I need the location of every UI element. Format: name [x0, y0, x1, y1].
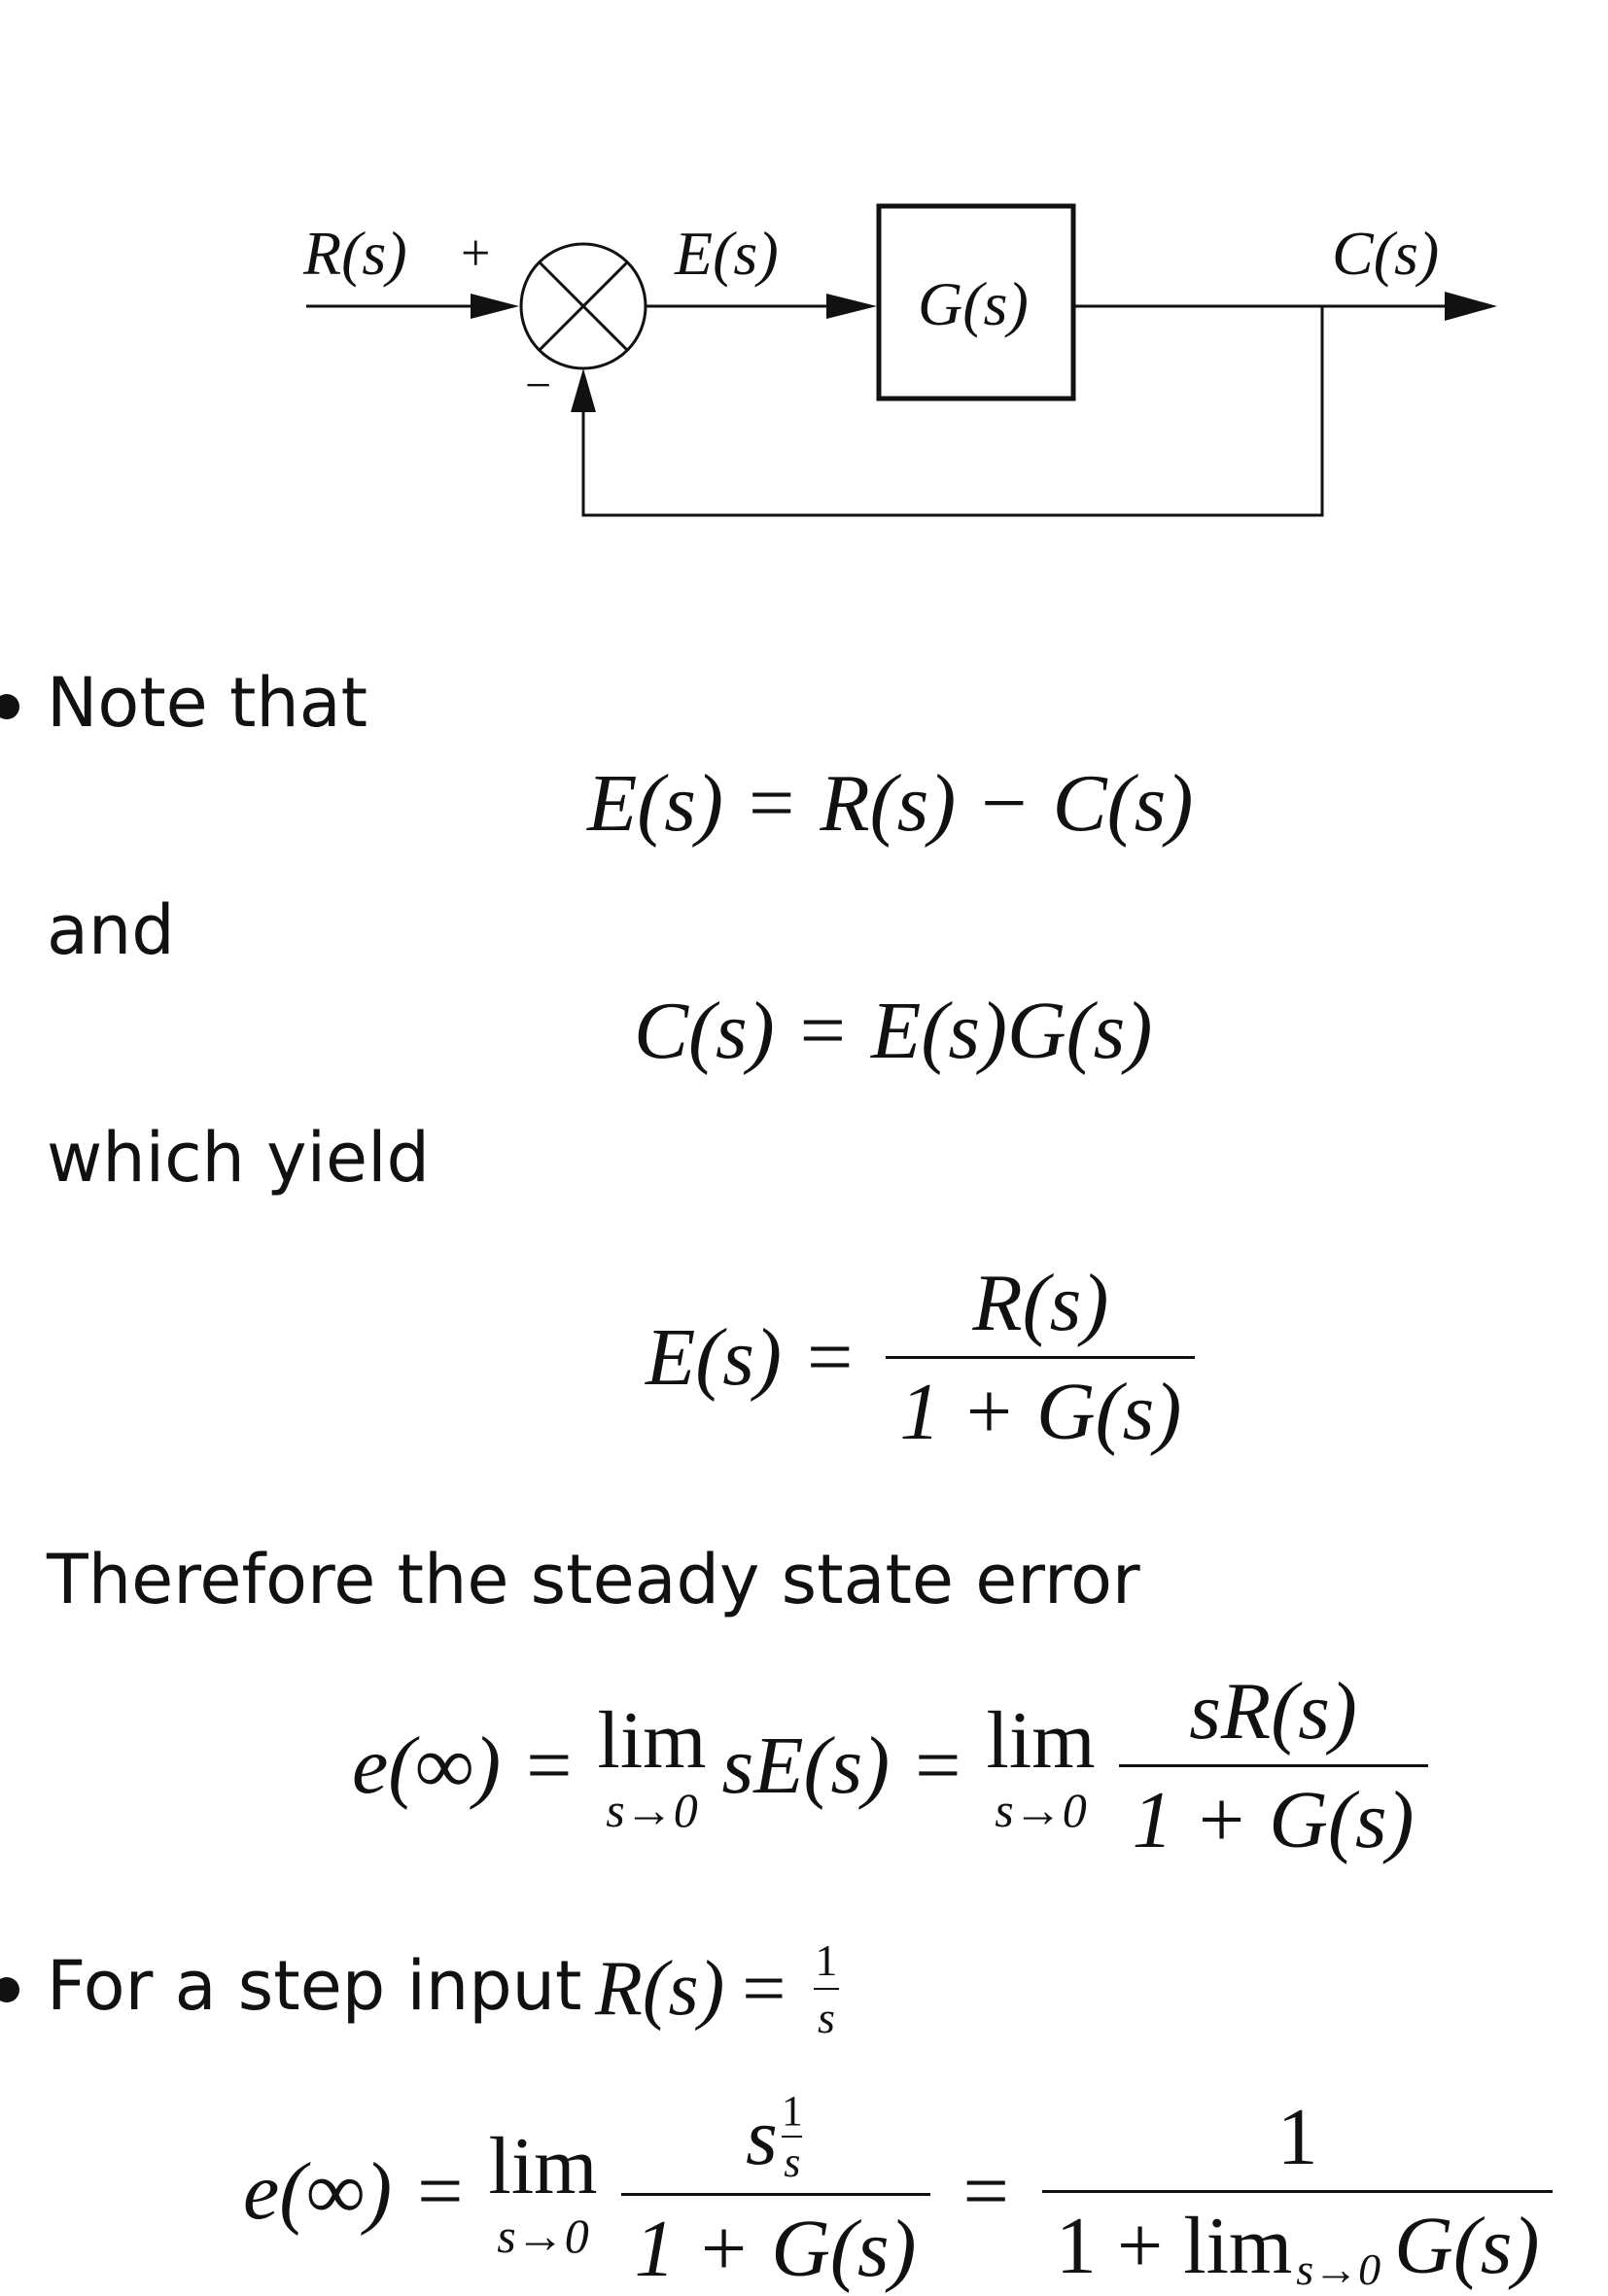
error-label: E(s) — [675, 219, 779, 288]
eq5-lim: lim — [488, 2120, 598, 2211]
eq5-num-inner-den: s — [782, 2136, 802, 2187]
eq4-denominator: 1 + G(s) — [1119, 1764, 1428, 1867]
eq3-equals: = — [806, 1312, 854, 1403]
eq2-equals: = — [799, 986, 847, 1076]
eq5-equals-1: = — [417, 2145, 464, 2237]
eq4-equals-1: = — [526, 1721, 573, 1811]
output-arrow — [1445, 292, 1497, 321]
eq4-limit-2 — [987, 1693, 1096, 1838]
eq5-den2-sub: s→0 — [1296, 2244, 1381, 2294]
eq2-lhs: C(s) — [634, 986, 775, 1076]
eq5-equals-2: = — [962, 2145, 1009, 2237]
eq3-lhs: E(s) — [646, 1312, 782, 1403]
input-arrow — [471, 294, 519, 319]
eq5-lhs: e(∞) — [243, 2145, 393, 2237]
bullet-2 — [0, 1977, 19, 2002]
eq4-mid: sE(s) — [721, 1721, 891, 1811]
eq1-minus: − — [981, 758, 1028, 849]
eq4-numerator: sR(s) — [1189, 1666, 1357, 1757]
eq3-fraction — [886, 1256, 1195, 1459]
step-fraction — [811, 1934, 841, 2043]
step-equals: = — [742, 1945, 787, 2032]
text-and: and — [47, 890, 175, 970]
block-label: G(s) — [918, 269, 1029, 338]
eq5-den2-pre: 1 + lim — [1055, 2200, 1293, 2291]
plus-sign: + — [461, 224, 491, 282]
eq4-lhs: e(∞) — [352, 1721, 502, 1811]
equation-step-input — [595, 1934, 849, 2043]
eq3-denominator: 1 + G(s) — [886, 1356, 1195, 1459]
equation-output — [634, 984, 1152, 1078]
feedback-arrow — [571, 368, 596, 412]
text-which-yield: which yield — [47, 1118, 430, 1198]
block-diagram — [0, 0, 1608, 544]
step-lhs: R(s) — [595, 1945, 725, 2032]
eq5-num-s: s — [746, 2091, 778, 2182]
output-label: C(s) — [1332, 219, 1440, 288]
eq5-denominator-2 — [1042, 2190, 1554, 2293]
eq1-equals: = — [748, 758, 795, 849]
eq1-c: C(s) — [1052, 758, 1194, 849]
minus-sign: − — [525, 360, 552, 411]
step-numerator: 1 — [815, 1935, 838, 1985]
eq4-limit-1 — [598, 1693, 707, 1838]
eq5-num-inner-fraction — [780, 2086, 805, 2187]
eq4-lim-1: lim — [597, 1695, 707, 1786]
text-for-step: For a step input — [47, 1946, 582, 2026]
equation-steady-state-error — [352, 1664, 1436, 1867]
eq1-r: R(s) — [820, 758, 957, 849]
eq5-limit — [489, 2119, 598, 2264]
equation-step-error — [243, 2086, 1560, 2296]
eq2-rhs: E(s)G(s) — [871, 986, 1153, 1076]
eq5-den2-post: G(s) — [1394, 2200, 1540, 2291]
eq5-numerator-2: 1 — [1276, 2091, 1318, 2182]
eq1-lhs: E(s) — [587, 758, 723, 849]
eq4-equals-2: = — [915, 1721, 961, 1811]
eq5-lim-sub: s→0 — [497, 2208, 589, 2263]
text-therefore: Therefore the steady state error — [47, 1540, 1140, 1619]
error-arrow — [826, 294, 877, 319]
eq4-lim-sub-2: s→0 — [995, 1783, 1087, 1837]
equation-error-definition — [587, 756, 1193, 851]
eq5-fraction-1 — [621, 2086, 930, 2296]
eq3-numerator: R(s) — [972, 1258, 1109, 1348]
bullet-1 — [0, 694, 19, 719]
eq5-num-inner-num: 1 — [781, 2087, 803, 2135]
eq5-numerator-1 — [732, 2086, 819, 2193]
step-denominator: s — [814, 1988, 839, 2043]
eq5-fraction-2 — [1042, 2090, 1554, 2293]
equation-error-closed-form — [646, 1256, 1203, 1459]
eq4-fraction — [1119, 1664, 1428, 1867]
eq4-lim-sub-1: s→0 — [606, 1783, 698, 1837]
eq4-lim-2: lim — [986, 1695, 1096, 1786]
text-note-that: Note that — [47, 663, 368, 743]
eq5-denominator-1: 1 + G(s) — [621, 2193, 930, 2296]
input-label: R(s) — [303, 219, 407, 288]
